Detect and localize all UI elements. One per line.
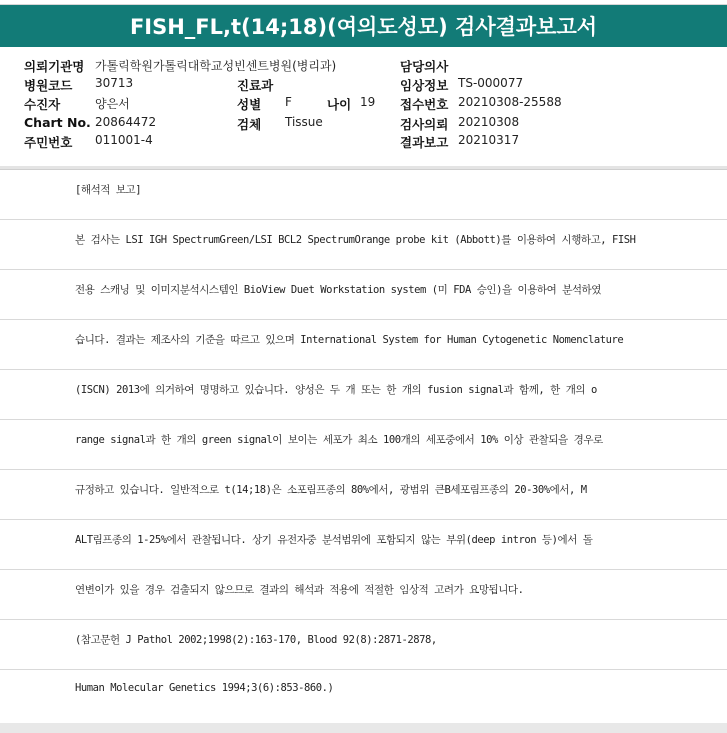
interpretive-report [0,170,727,723]
request-date-value: 20210308 [458,115,520,129]
report-date-value: 20210317 [458,133,520,147]
ssn-value: 011001-4 [95,133,153,147]
patient-info-section [0,52,727,164]
hospital-code-value: 30713 [95,76,134,90]
patient-value: 양은서 [95,97,130,111]
report-date-label: 결과보고 [400,135,449,150]
report-title-bar [0,4,727,47]
clinical-info-label: 임상정보 [400,78,449,93]
receipt-no-value: 20210308-25588 [458,95,562,109]
chart-no-value: 20864472 [95,115,157,129]
report-line: Human Molecular Genetics 1994;3(6):853-860.) [75,682,334,694]
report-line: 연변이가 있을 경우 검출되지 않으므로 결과의 해석과 적용에 적절한 임상적 고려가 요망됩니다. [0,570,727,620]
chart-no-label: Chart No. [24,115,91,130]
request-date-label: 검사의뢰 [400,117,449,132]
report-line: (ISCN) 2013에 의거하여 명명하고 있습니다. 양성은 두 개 또는 한 개의 fusion signal과 함께, 한 개의 o [0,370,727,420]
patient-label: 수진자 [24,97,61,112]
age-label: 나이 [327,97,352,112]
report-line: [해석적 보고] [0,170,727,220]
report-line: 전용 스캐닝 및 이미지분석시스템인 BioView Duet Workstation system (미 FDA 승인)을 이용하여 분석하였 [0,270,727,320]
report-line: range signal과 한 개의 green signal이 보이는 세포가 최소 100개의 세포중에서 10% 이상 관찰되을 경우로 [0,420,727,470]
doctor-label: 담당의사 [400,59,449,74]
department-label: 진료과 [237,78,274,93]
hospital-code-label: 병원코드 [24,78,73,93]
report-title: FISH_FL,t(14;18)(여의도성모) 검사결과보고서 [129,15,598,39]
report-line: ALT림프종의 1-25%에서 관찰됩니다. 상기 유전자중 분석범위에 포함되지 않는 부위(deep intron 등)에서 돌 [0,520,727,570]
specimen-value: Tissue [285,115,323,129]
report-line: 본 검사는 LSI IGH SpectrumGreen/LSI BCL2 SpectrumOrange probe kit (Abbott)를 이용하여 시행하고, FISH [0,220,727,270]
clinical-info-value: TS-000077 [458,76,524,90]
age-value: 19 [360,95,376,109]
specimen-label: 검체 [237,117,262,132]
receipt-no-label: 접수번호 [400,97,449,112]
ssn-label: 주민번호 [24,135,73,150]
report-line: 규정하고 있습니다. 일반적으로 t(14;18)은 소포림프종의 80%에서, 광범위 큰B세포림프종의 20-30%에서, M [0,470,727,520]
sex-value: F [285,95,292,109]
bottom-band [0,723,727,733]
institution-label: 의뢰기관명 [24,59,85,74]
sex-label: 성별 [237,97,262,112]
institution-value: 가톨릭학원가톨릭대학교성빈센트병원(병리과) [95,59,337,73]
report-line: 습니다. 결과는 제조사의 기준을 따르고 있으며 International System for Human Cytogenetic Nomenclature [0,320,727,370]
report-line: (참고문헌 J Pathol 2002;1998(2):163-170, Blood 92(8):2871-2878, [0,620,727,670]
